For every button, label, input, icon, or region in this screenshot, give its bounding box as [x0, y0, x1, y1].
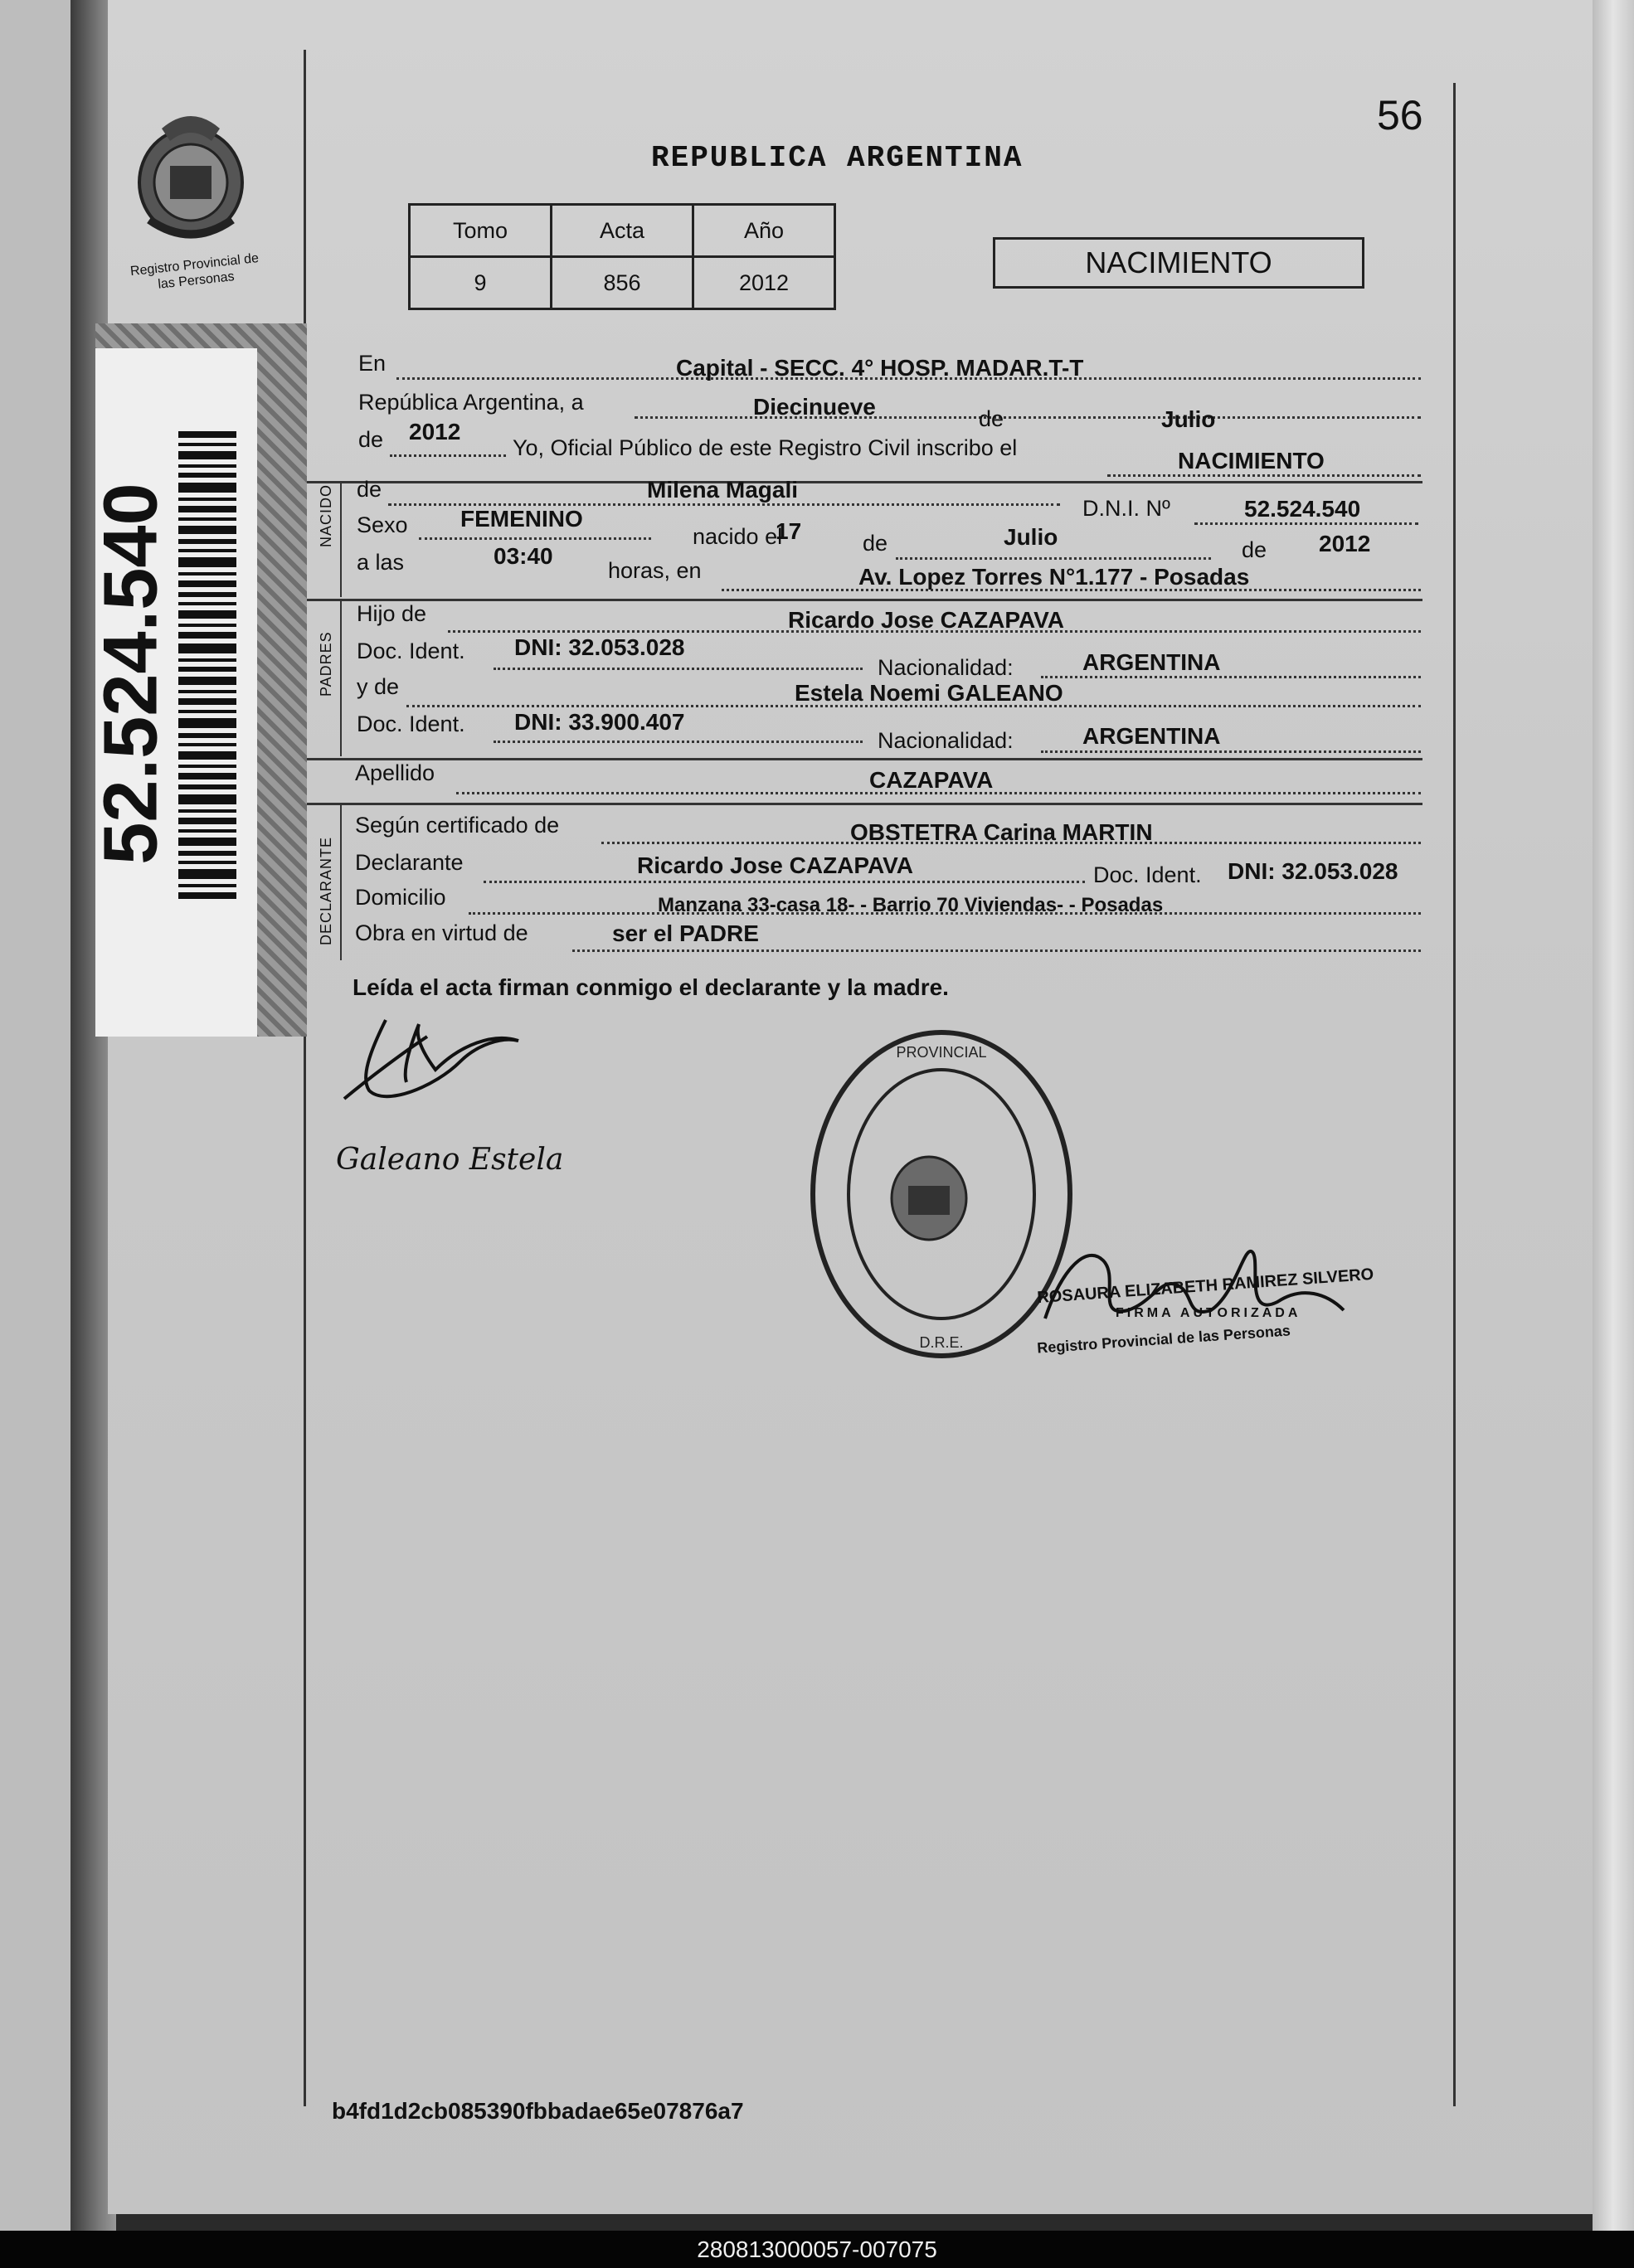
obra-label: Obra en virtud de — [355, 920, 528, 945]
document-title: REPUBLICA ARGENTINA — [651, 141, 1024, 175]
document-hash: b4fd1d2cb085390fbbadae65e07876a7 — [332, 2098, 744, 2124]
section-label-nacido: NACIDO — [318, 483, 334, 547]
birth-de-label-2: de — [1242, 537, 1267, 562]
mother-doc-value: DNI: 33.900.407 — [514, 709, 685, 735]
mother-handwritten-signature: Galeano Estela — [336, 1143, 564, 1177]
oficial-text: Yo, Oficial Público de este Registro Civil inscribo el — [513, 435, 1018, 460]
dni-line — [1194, 522, 1418, 525]
inscribe-line — [1107, 474, 1421, 477]
birth-time-value: 03:40 — [494, 543, 553, 569]
divider-nacido-top — [307, 481, 1422, 483]
record-type-box: NACIMIENTO — [993, 237, 1364, 289]
birth-month-line — [896, 557, 1211, 560]
divider-padres-top — [307, 599, 1422, 601]
child-name-value: Milena Magali — [647, 477, 799, 503]
declarante-doc-label: Doc. Ident. — [1093, 862, 1202, 887]
en-label: En — [358, 351, 387, 376]
domicilio-label: Domicilio — [355, 885, 446, 910]
birth-de-label: de — [863, 531, 888, 556]
mother-name-value: Estela Noemi GALEANO — [795, 680, 1063, 706]
de2-label: de — [358, 427, 384, 452]
section-label-padres: PADRES — [318, 631, 334, 697]
stamp-bottom-text: D.R.E. — [919, 1334, 964, 1351]
registry-header-acta: Acta — [552, 205, 693, 257]
mother-doc-line — [494, 741, 863, 743]
declarante-value: Ricardo Jose CAZAPAVA — [637, 852, 913, 878]
divider-apellido-top — [307, 758, 1422, 760]
obra-line — [572, 949, 1421, 952]
inscribe-value: NACIMIENTO — [1178, 448, 1325, 474]
domicilio-value: Manzana 33-casa 18- - Barrio 70 Viviendas- - Posadas — [658, 894, 1164, 916]
apellido-value: CAZAPAVA — [869, 767, 994, 793]
province-coat-of-arms-logo — [124, 104, 257, 245]
father-nationality-value: ARGENTINA — [1082, 649, 1221, 675]
birth-year-value: 2012 — [1319, 531, 1371, 556]
hijo-de-label: Hijo de — [357, 601, 427, 626]
father-doc-label: Doc. Ident. — [357, 639, 465, 663]
barcode-icon — [178, 431, 236, 904]
registry-table — [408, 203, 836, 310]
birth-place-value: Av. Lopez Torres N°1.177 - Posadas — [858, 564, 1250, 590]
nacido-el-label: nacido el — [693, 524, 783, 549]
right-border-line — [1453, 83, 1456, 2106]
official-name: ROSAURA ELIZABETH RAMIREZ SILVERO — [1036, 1265, 1374, 1308]
footer-id: 280813000057-007075 — [697, 2236, 937, 2262]
declarante-label: Declarante — [355, 850, 464, 875]
father-nacionalidad-label: Nacionalidad: — [878, 655, 1014, 680]
father-nat-line — [1041, 676, 1421, 678]
padres-section-rule — [340, 599, 342, 756]
horas-label: horas, en — [608, 558, 702, 583]
apellido-label: Apellido — [355, 760, 435, 785]
declarante-line — [484, 881, 1085, 883]
registry-value-tomo: 9 — [410, 257, 552, 309]
right-page-edge — [1593, 0, 1634, 2231]
official-office: Registro Provincial de las Personas — [1036, 1322, 1291, 1357]
sexo-label: Sexo — [357, 512, 408, 537]
mother-nat-line — [1041, 750, 1421, 753]
divider-declarante-top — [307, 803, 1422, 805]
stamp-top-text: PROVINCIAL — [896, 1044, 987, 1061]
barcode-number: 52.524.540 — [88, 483, 173, 865]
republica-label: República Argentina, a — [358, 390, 584, 415]
de-label: de — [979, 406, 1004, 431]
father-name-value: Ricardo Jose CAZAPAVA — [788, 607, 1064, 633]
registry-value-acta: 856 — [552, 257, 693, 309]
father-doc-value: DNI: 32.053.028 — [514, 634, 685, 660]
registry-value-ano: 2012 — [693, 257, 835, 309]
certificado-label: Según certificado de — [355, 813, 560, 838]
official-role: FIRMA AUTORIZADA — [1116, 1306, 1301, 1320]
mother-doc-label: Doc. Ident. — [357, 711, 465, 736]
y-de-label: y de — [357, 674, 400, 699]
month-value: Julio — [1161, 406, 1216, 432]
sexo-value: FEMENINO — [460, 506, 583, 532]
registry-header-tomo: Tomo — [410, 205, 552, 257]
year-value: 2012 — [409, 419, 461, 444]
closing-statement: Leída el acta firman conmigo el declarante y la madre. — [353, 974, 949, 1000]
certificado-value: OBSTETRA Carina MARTIN — [850, 819, 1153, 845]
day-value: Diecinueve — [753, 394, 876, 420]
logo-caption: Registro Provincial de las Personas — [129, 250, 260, 292]
mother-nacionalidad-label: Nacionalidad: — [878, 728, 1014, 753]
registry-header-ano: Año — [693, 205, 835, 257]
year-line — [390, 454, 506, 457]
registry-value-row — [410, 257, 835, 309]
a-las-label: a las — [357, 550, 405, 575]
nacido-section-rule — [340, 481, 342, 597]
en-value: Capital - SECC. 4° HOSP. MADAR.T-T — [676, 355, 1084, 381]
sexo-line — [419, 537, 651, 540]
left-page-edge — [0, 0, 71, 2231]
registry-header-row — [410, 205, 835, 257]
declarante-doc-value: DNI: 32.053.028 — [1228, 858, 1398, 884]
page-number: 56 — [1377, 92, 1423, 138]
birth-month-value: Julio — [1004, 524, 1058, 550]
nacido-de-label: de — [357, 477, 382, 502]
declarante-section-rule — [340, 803, 342, 960]
dni-label: D.N.I. Nº — [1082, 496, 1170, 521]
section-label-declarante: DECLARANTE — [318, 836, 334, 945]
child-dni-value: 52.524.540 — [1244, 496, 1361, 522]
obra-value: ser el PADRE — [612, 920, 759, 946]
mother-nationality-value: ARGENTINA — [1082, 723, 1221, 749]
birth-day-value: 17 — [776, 518, 802, 544]
declarant-signature — [336, 1003, 527, 1111]
father-doc-line — [494, 668, 863, 670]
